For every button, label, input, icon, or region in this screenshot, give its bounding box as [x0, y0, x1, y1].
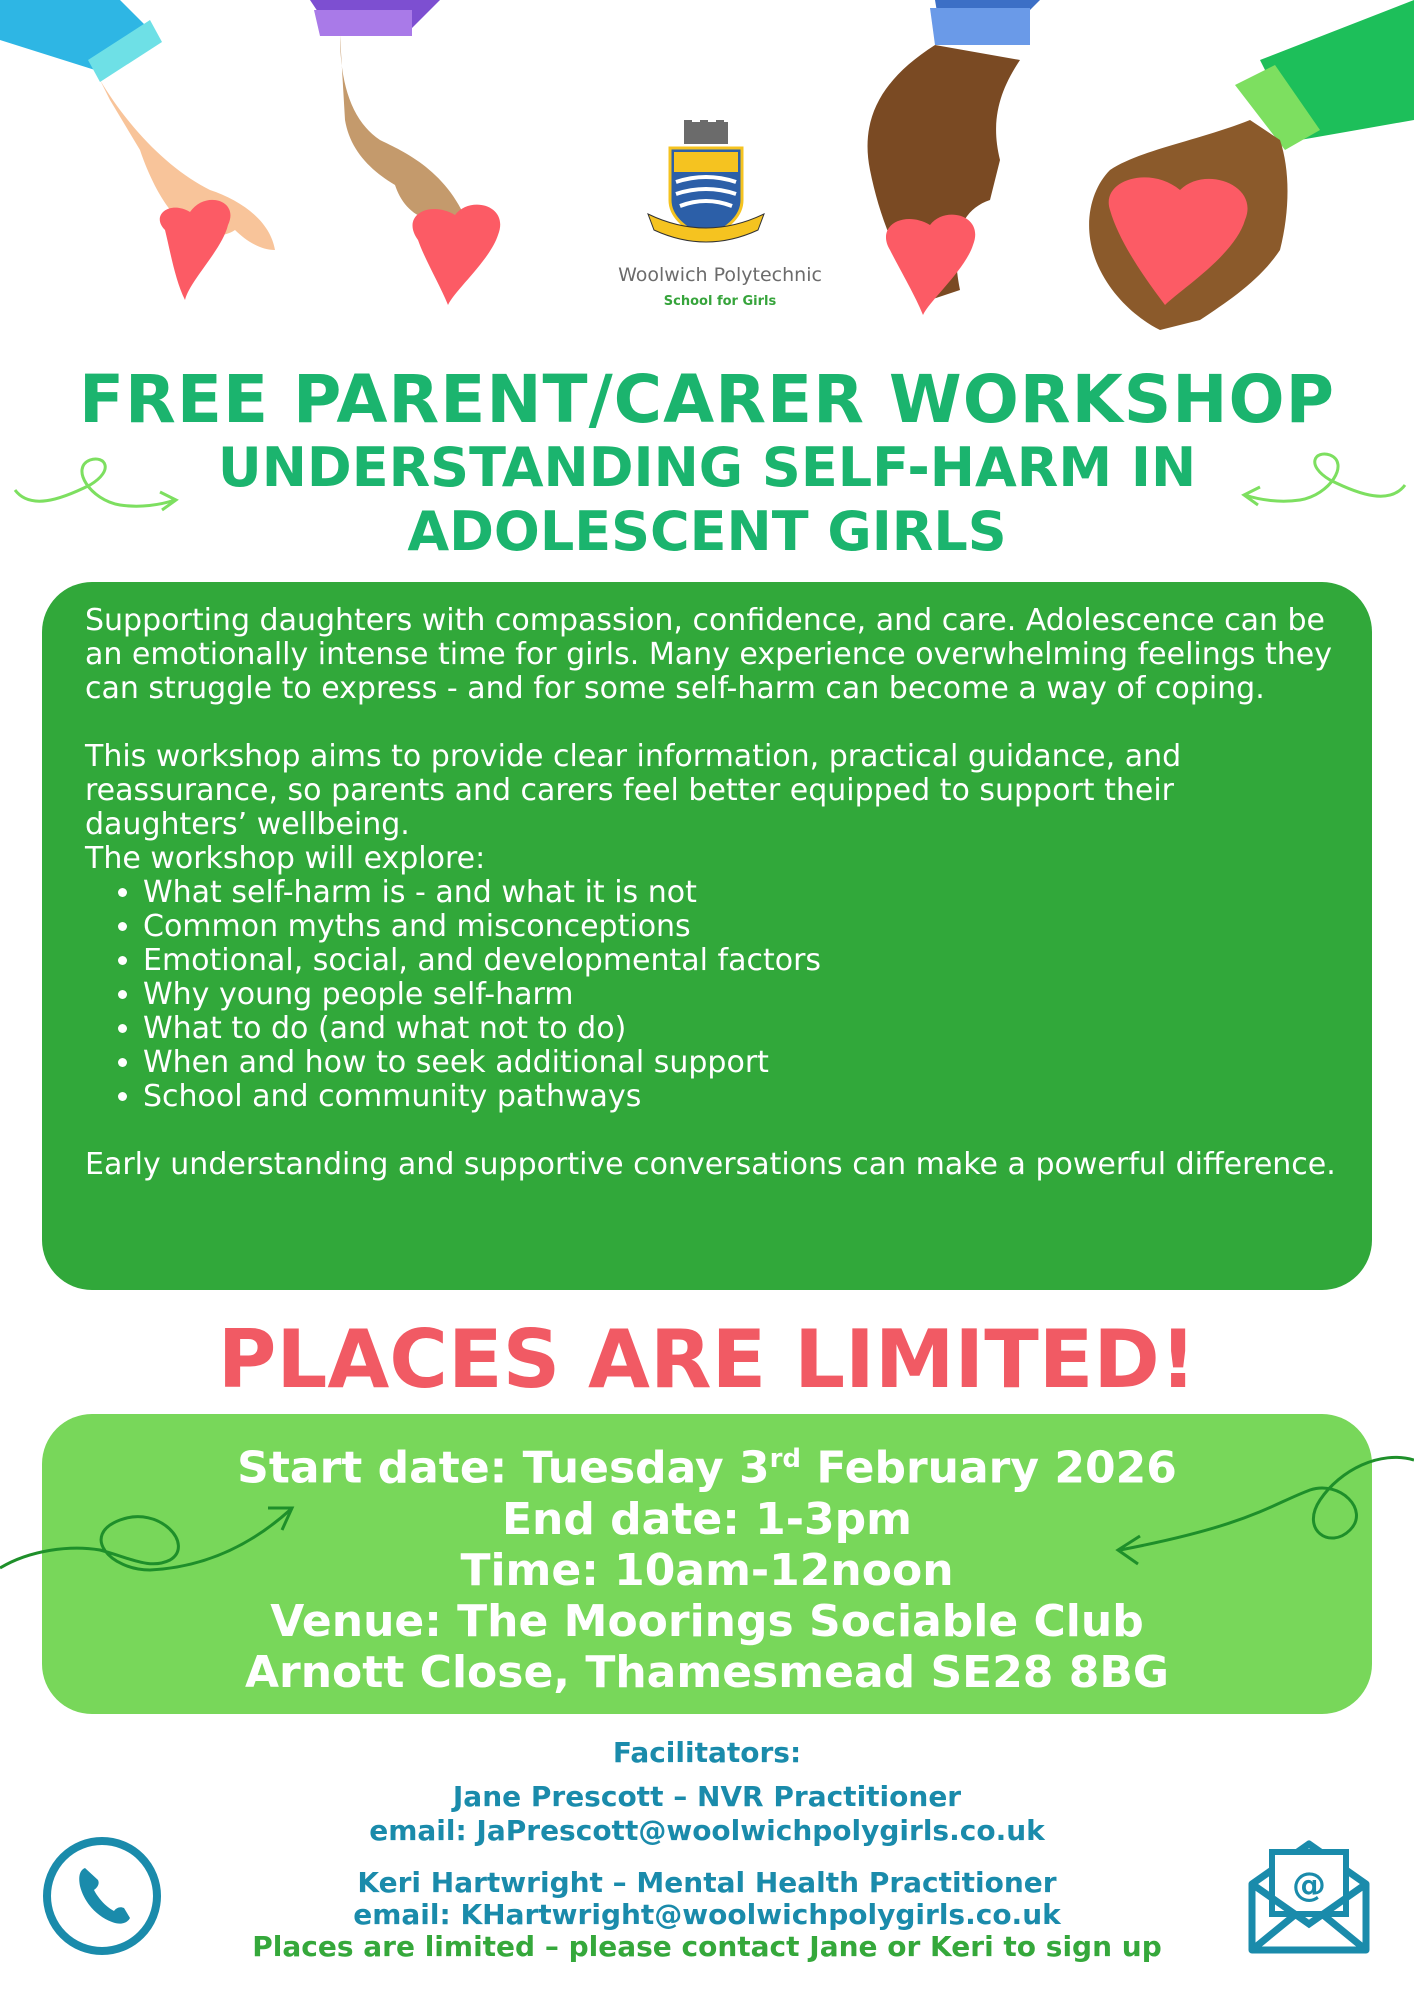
facilitator-email[interactable]: email: JaPrescott@woolwichpolygirls.co.uk	[369, 1814, 1045, 1847]
intro-paragraph: Supporting daughters with compassion, confidence, and care. Adolescence can be an emotionally intense time for girls. Many experience overwhelming feelings they can struggle to express - and for some self-harm can become a way of coping.	[85, 603, 1332, 706]
hand-with-heart-2	[310, 0, 500, 305]
places-limited-heading: PLACES ARE LIMITED!	[217, 1313, 1197, 1406]
signup-note: Places are limited – please contact Jane or Keri to sign up	[252, 1930, 1162, 1963]
workshop-title: FREE PARENT/CARER WORKSHOP	[78, 361, 1336, 438]
topics-list	[85, 876, 1345, 1114]
facilitator-name: Jane Prescott – NVR Practitioner	[452, 1780, 962, 1813]
list-item: • When and how to seek additional support	[143, 1046, 1345, 1080]
end-date: End date: 1-3pm	[501, 1493, 912, 1545]
subtitle-line-2: ADOLESCENT GIRLS	[407, 500, 1007, 563]
hand-with-heart-1	[0, 0, 275, 300]
phone-icon	[40, 1834, 164, 1958]
closing-paragraph: Early understanding and supportive conversations can make a powerful difference.	[85, 1147, 1336, 1182]
event-details-text	[0, 1434, 1414, 1698]
facilitators-heading: Facilitators:	[612, 1736, 802, 1769]
event-time: Time: 10am-12noon	[460, 1544, 954, 1596]
list-item: • School and community pathways	[143, 1080, 1345, 1114]
list-item: • Common myths and misconceptions	[143, 910, 1345, 944]
facilitator-name: Keri Hartwright – Mental Health Practitioner	[357, 1866, 1057, 1899]
event-venue: Venue: The Moorings Sociable Club	[270, 1595, 1144, 1647]
subtitle-line-1: UNDERSTANDING SELF-HARM IN	[217, 436, 1197, 499]
explore-heading: The workshop will explore:	[85, 841, 486, 876]
list-item: • What self-harm is - and what it is not	[143, 876, 1345, 910]
swirl-arrow-icon	[10, 450, 180, 530]
list-item: • Why young people self-harm	[143, 978, 1345, 1012]
swirl-arrow-icon	[1240, 445, 1410, 525]
list-item: • Emotional, social, and developmental factors	[143, 944, 1345, 978]
aim-paragraph: This workshop aims to provide clear information, practical guidance, and reassurance, so parents and carers feel better equipped to support their daughters’ wellbeing.	[85, 739, 1182, 842]
svg-text:@: @	[1292, 1865, 1326, 1905]
hand-with-heart-3	[868, 0, 1040, 315]
list-item: • What to do (and what not to do)	[143, 1012, 1345, 1046]
email-envelope-icon	[1244, 1832, 1374, 1956]
facilitator-email[interactable]: email: KHartwright@woolwichpolygirls.co.uk	[353, 1898, 1061, 1931]
hand-with-heart-4	[1089, 0, 1414, 330]
event-address: Arnott Close, Thamesmead SE28 8BG	[244, 1646, 1170, 1698]
workshop-subtitle	[150, 436, 1264, 564]
start-date: Start date: Tuesday 3rd February 2026	[237, 1442, 1177, 1494]
school-name: Woolwich Polytechnic	[618, 264, 822, 286]
school-crest-icon	[640, 120, 772, 250]
school-subtitle: School for Girls	[663, 294, 777, 309]
workshop-info-text	[85, 604, 1345, 1182]
